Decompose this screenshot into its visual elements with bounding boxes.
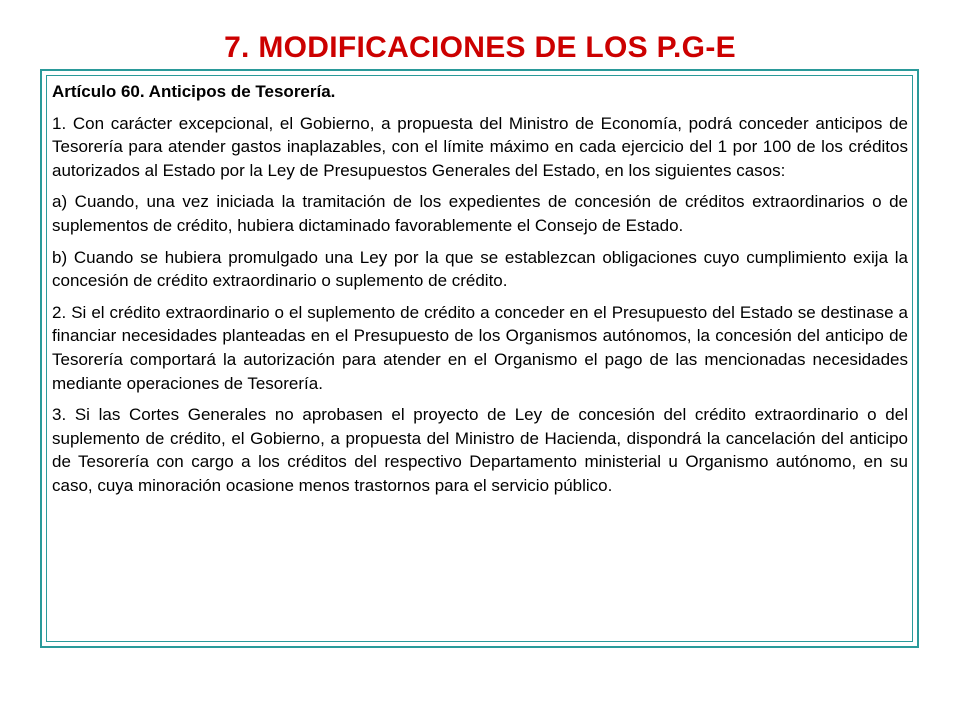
article-paragraph-b: b) Cuando se hubiera promulgado una Ley por la que se establezcan obligaciones cuyo cumplimiento exija la concesión de crédito extraordinario o suplemento de crédito. [52, 247, 908, 291]
slide-title: 7. MODIFICACIONES DE LOS P.G-E [224, 31, 736, 64]
article-paragraph-3: 3. Si las Cortes Generales no aprobasen el proyecto de Ley de concesión del crédito extraordinario o del suplemento de crédito, el Gobierno, a propuesta del Ministro de Hacienda, dispondrá la cancelación del anticipo de Tesorería con cargo a los créditos del respectivo Departamento ministerial u Organismo autónomo, en su caso, cuya minoración ocasione menos trastornos para el servicio público. [52, 405, 908, 495]
article-paragraph-2: 2. Si el crédito extraordinario o el suplemento de crédito a conceder en el Presupuesto del Estado se destinase a financiar necesidades planteadas en el Presupuesto de los Organismos autónomos, la concesión del anticipo de Tesorería comportará la autorización para atender en el Organismo el pago de las mencionadas necesidades mediante operaciones de Tesorería. [52, 302, 908, 393]
article-heading: Artículo 60. Anticipos de Tesorería. [52, 82, 336, 101]
article-paragraph-1: 1. Con carácter excepcional, el Gobierno, a propuesta del Ministro de Economía, podrá conceder anticipos de Tesorería para atender gastos inaplazables, con el límite máximo en cada ejercicio del 1 por 100 de los créditos autorizados al Estado por la Ley de Presupuestos Generales del Estado, en los siguientes casos: [52, 113, 908, 180]
article-body [52, 80, 908, 506]
article-paragraph-a: a) Cuando, una vez iniciada la tramitación de los expedientes de concesión de créditos extraordinarios o de suplementos de crédito, hubiera dictaminado favorablemente el Consejo de Estado. [52, 192, 908, 235]
